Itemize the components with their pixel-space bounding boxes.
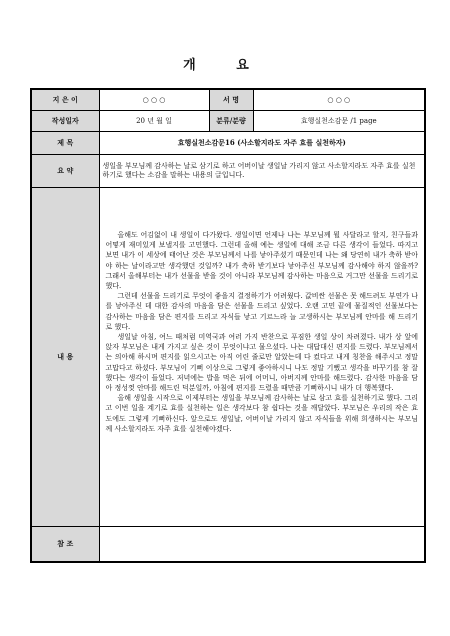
author-value: ○ ○ ○ bbox=[99, 89, 209, 111]
signature-value: ○ ○ ○ bbox=[253, 89, 425, 111]
content-paragraph: 올해도 어김없이 내 생일이 다가왔다. 생일이면 언제나 나는 부모님께 뭘 사달라고 할지, 친구들과 어떻게 재미있게 보낼지를 고민했다. 그런데 올해 예는 생일에 대해 조금 다른 생각이 들었다. 따지고 보면 내가 이 세상에 태어난 것은 부모님께서 나를 낳아주셨기 때문인데 나는 왜 당연히 내가 축하 받아야 하는 날이라고만 생각했던 것일까? 내가 축하 받기보다 낳아주신 부모님께 감사해야 하지 않을까? 그래서 올해부터는 내가 선물을 받을 것이 아니라 부모님께 감사하는 마음으로 거그만 선물을 드리기로 했다. bbox=[105, 231, 418, 291]
reference-label: 참 조 bbox=[31, 527, 99, 563]
content-paragraph: 생일날 아침, 여느 때처럼 미역국과 여러 가지 반찬으로 푸짐한 생일 상이 차려졌다. 내가 상 앞에 앉자 부모님은 내게 가지고 싶은 것이 무엇이냐고 물으셨다. 나는 대답대신 편지를 드렸다. 부모님께서는 의아해 하시며 편지를 읽으시고는 아직 어린 줄로만 알았는데 다 컸다고 내게 칭찬을 해주시고 정말 고맙다고 하셨다. 부모님이 기뻐 이상으로 그렇게 좋아하시니 나도 정말 기뻤고 생각을 바꾸기를 참 잘했다는 생각이 들었다. 저녁에는 밥을 먹은 뒤에 어머니, 아버지께 안마를 해드렸다. 감사한 마음을 담아 정성껏 안마를 해드린 덕분일까, 아침에 편지를 드렸을 때만큼 기뻐하시니 내가 더 행복했다. bbox=[105, 333, 418, 393]
content-paragraph: 올해 생일을 시작으로 이제부터는 생일을 부모님께 감사하는 날로 삼고 효를 실천하기로 했다. 그리고 이번 일을 계기로 효를 실천하는 일은 생각보다 참 쉽다는 것을 깨달았다. 부모님은 우리의 작은 효도에도 그렇게 기뻐하신다. 앞으로도 생일날, 어버이날 가리지 않고 자식들을 위해 희생하시는 부모님께 사소할지라도 자주 효를 실천해야겠다. bbox=[105, 394, 418, 433]
summary-value: 생일을 부모님께 감사하는 날로 삼기로 하고 어버이날 생일날 가리지 않고 사소할지라도 자주 효를 실천하기로 했다는 소감을 말하는 내용의 글입니다. bbox=[99, 155, 425, 188]
reference-value bbox=[99, 527, 425, 563]
subject-label: 제 목 bbox=[31, 132, 99, 155]
date-label: 작성일자 bbox=[31, 111, 99, 132]
summary-form bbox=[30, 88, 426, 563]
content-paragraph: 그런데 선물을 드리기로 무엇이 좋을지 결정하기가 어려웠다. 값비싼 선물은 못 해드려도 부연가 나를 낳아주신 데 대한 감사의 마음을 담은 선물을 드리고 싶었다. 오랜 고민 끝에 물질적인 선물보다는 감사하는 마음을 담은 편지를 드리고 자식들 낳고 기르느라 늘 고생하시는 부모님께 안마를 해 드리기로 했다. bbox=[105, 292, 418, 331]
date-value: 20 년 월 일 bbox=[99, 111, 209, 132]
page-title: 개 요 bbox=[183, 58, 267, 73]
signature-label: 서 명 bbox=[209, 89, 253, 111]
content-body bbox=[99, 188, 425, 527]
content-label: 내 용 bbox=[31, 188, 99, 527]
category-label: 분류/분량 bbox=[209, 111, 253, 132]
summary-label: 요 약 bbox=[31, 155, 99, 188]
subject-value: 효행실천소감문16 (사소할지라도 자주 효를 실천하자) bbox=[99, 132, 425, 155]
category-value: 효행실천소감문 /1 page bbox=[253, 111, 425, 132]
author-label: 지 은 이 bbox=[31, 89, 99, 111]
